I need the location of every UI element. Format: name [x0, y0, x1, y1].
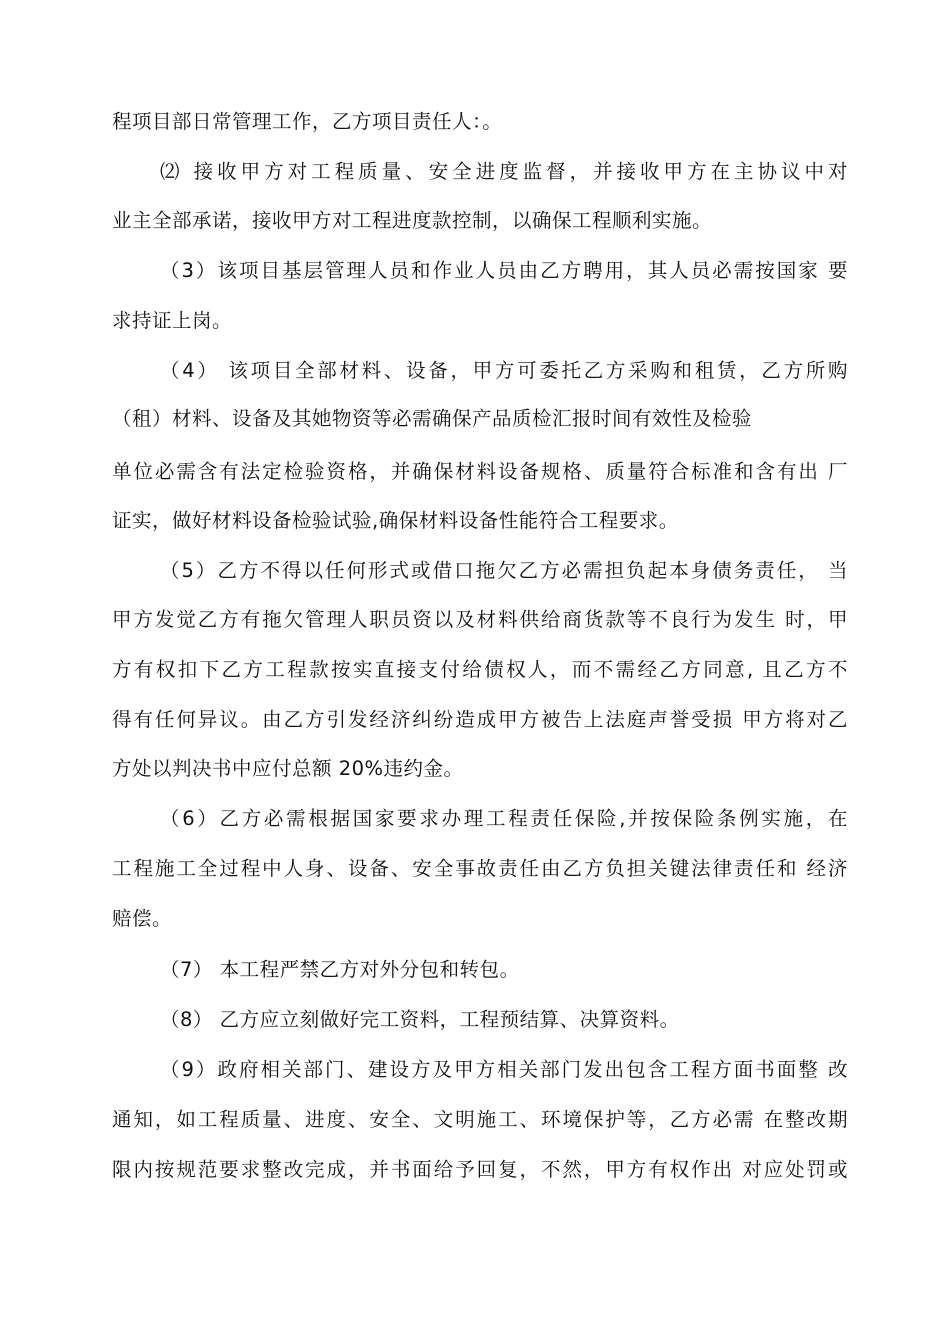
text-line: 程项目部日常管理工作，乙方项目责任人：。: [112, 110, 503, 133]
text-line: 方处以判决书中应付总额 20%违约金。: [112, 757, 464, 780]
text-line: （4） 该项目全部材料、设备，甲方可委托乙方采购和租赁，乙方所购: [160, 359, 848, 382]
text-line: （租）材料、设备及其她物资等必需确保产品质检汇报时间有效性及检验: [112, 407, 753, 430]
text-line: 单位必需含有法定检验资格，并确保材料设备规格、质量符合标准和含有出 厂: [112, 460, 848, 483]
text-line: 甲方发觉乙方有拖欠管理人职员资以及材料供给商货款等不良行为发生 时，甲: [112, 608, 848, 631]
text-line: （5）乙方不得以任何形式或借口拖欠乙方必需担负起本身债务责任， 当: [160, 559, 848, 582]
text-line: （6）乙方必需根据国家要求办理工程责任保险,并按保险条例实施，在: [160, 807, 848, 830]
text-line: （8） 乙方应立刻做好完工资料，工程预结算、决算资料。: [160, 1008, 680, 1031]
text-line: 证实，做好材料设备检验试验,确保材料设备性能符合工程要求。: [112, 509, 679, 532]
text-line: 通知，如工程质量、进度、安全、文明施工、环境保护等，乙方必需 在整改期: [112, 1108, 848, 1131]
text-line: 业主全部承诺，接收甲方对工程进度款控制，以确保工程顺利实施。: [112, 209, 713, 232]
text-line: 限内按规范要求整改完成，并书面给予回复，不然，甲方有权作出 对应处罚或: [112, 1158, 848, 1181]
text-line: 赔偿。: [112, 907, 173, 930]
text-line: 方有权扣下乙方工程款按实直接支付给债权人，而不需经乙方同意, 且乙方不: [112, 658, 848, 681]
text-line: 工程施工全过程中人身、设备、安全事故责任由乙方负担关键法律责任和 经济: [112, 857, 848, 880]
text-line: 得有任何异议。由乙方引发经济纠纷造成甲方被告上法庭声誉受损 甲方将对乙: [112, 708, 848, 731]
text-line: （3）该项目基层管理人员和作业人员由乙方聘用，其人员必需按国家 要: [160, 259, 848, 282]
text-line: ⑵ 接收甲方对工程质量、安全进度监督，并接收甲方在主协议中对: [160, 160, 848, 183]
text-line: （9）政府相关部门、建设方及甲方相关部门发出包含工程方面书面整 改: [160, 1058, 848, 1081]
text-line: 求持证上岗。: [112, 309, 233, 332]
text-line: （7） 本工程严禁乙方对外分包和转包。: [160, 958, 520, 981]
